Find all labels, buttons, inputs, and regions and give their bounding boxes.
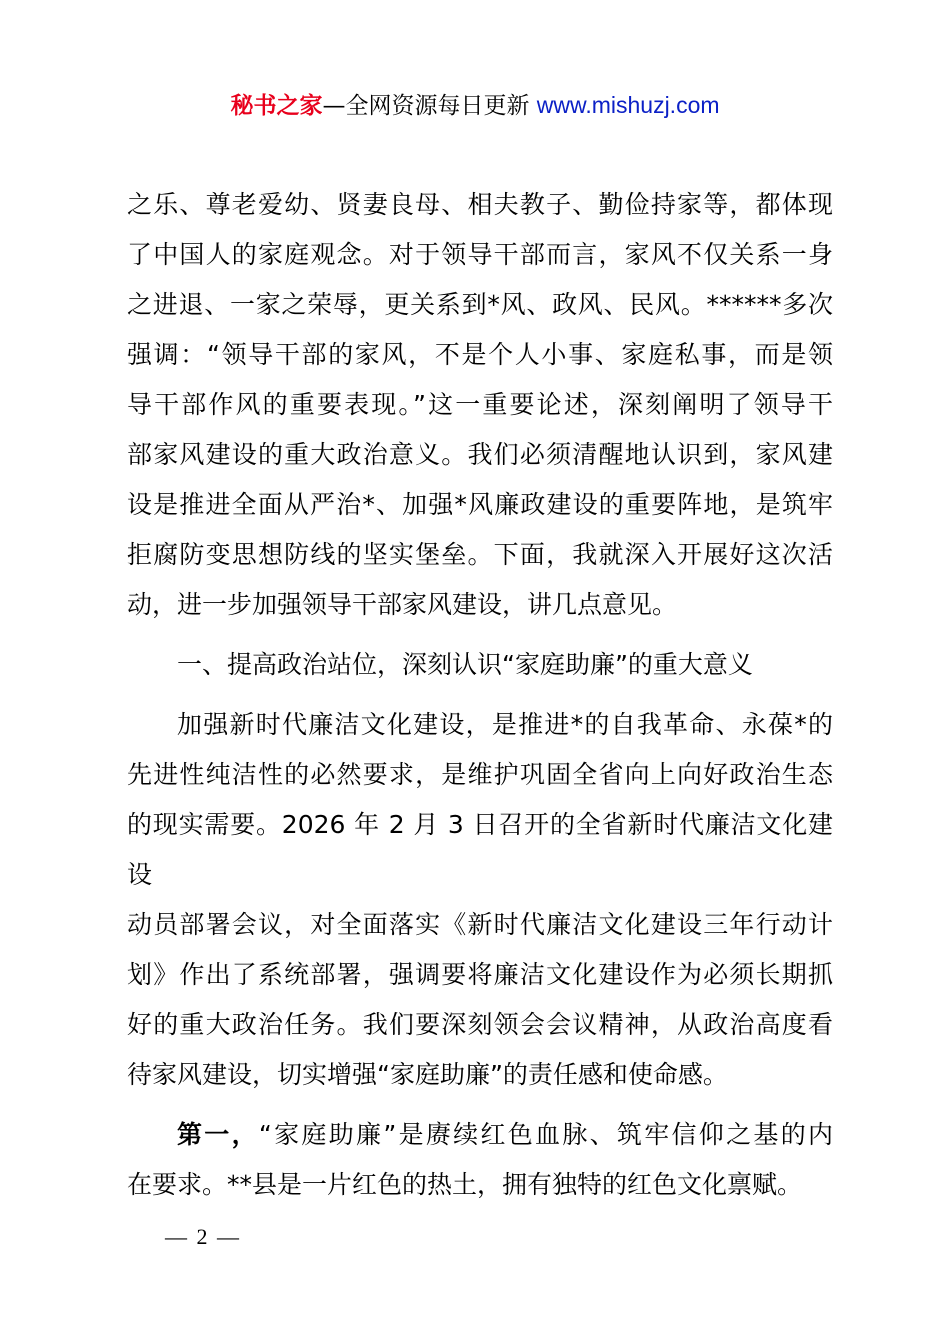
document-body [127,180,833,1210]
text-line: 先进性纯洁性的必然要求，是维护巩固全省向上向好政治生态 [127,760,833,789]
text-line: 设是推进全面从严治*、加强*风廉政建设的重要阵地，是筑牢 [127,490,833,519]
text-line: 动员部署会议，对全面落实《新时代廉洁文化建设三年行动计 [127,910,833,939]
text-line: 之乐、尊老爱幼、贤妻良母、相夫教子、勤俭持家等，都体现 [127,190,833,219]
text-line: 了中国人的家庭观念。对于领导干部而言，家风不仅关系一身 [127,240,833,269]
text-line: 部家风建设的重大政治意义。我们必须清醒地认识到，家风建 [127,440,833,469]
banner-brand: 秘书之家 [230,93,323,119]
text-span: “家庭助廉”是赓续红色血脉、筑牢信仰之基的内 [258,1120,833,1149]
text-line: 在要求。**县是一片红色的热土，拥有独特的红色文化禀赋。 [127,1170,803,1199]
text-line: 加强新时代廉洁文化建设，是推进*的自我革命、永葆*的 [177,710,833,739]
banner-url[interactable]: www.mishuzj.com [536,92,720,118]
text-line: 强调：“领导干部的家风，不是个人小事、家庭私事，而是领 [127,340,833,369]
text-line: 的现实需要。2026 年 2 月 3 日召开的全省新时代廉洁文化建设 [127,810,833,889]
page-number: — 2 — [165,1224,241,1249]
text-line [127,1110,833,1160]
site-banner [0,88,950,123]
paragraph-lead: 第一， [177,1120,259,1149]
text-line: 拒腐防变思想防线的坚实堡垒。下面，我就深入开展好这次活 [127,540,833,569]
text-line: 之进退、一家之荣辱，更关系到*风、政风、民风。******多次 [127,290,833,319]
text-line: 好的重大政治任务。我们要深刻领会会议精神，从政治高度看 [127,1010,833,1039]
text-line: 划》作出了系统部署，强调要将廉洁文化建设作为必须长期抓 [127,960,833,989]
text-line: 待家风建设，切实增强“家庭助廉”的责任感和使命感。 [127,1060,728,1089]
text-line: 导干部作风的重要表现。”这一重要论述，深刻阐明了领导干 [127,390,833,419]
section-heading: 一、提高政治站位，深刻认识“家庭助廉”的重大意义 [177,650,753,679]
text-line: 动，进一步加强领导干部家风建设，讲几点意见。 [127,590,678,619]
banner-tagline: —全网资源每日更新 [322,93,537,119]
